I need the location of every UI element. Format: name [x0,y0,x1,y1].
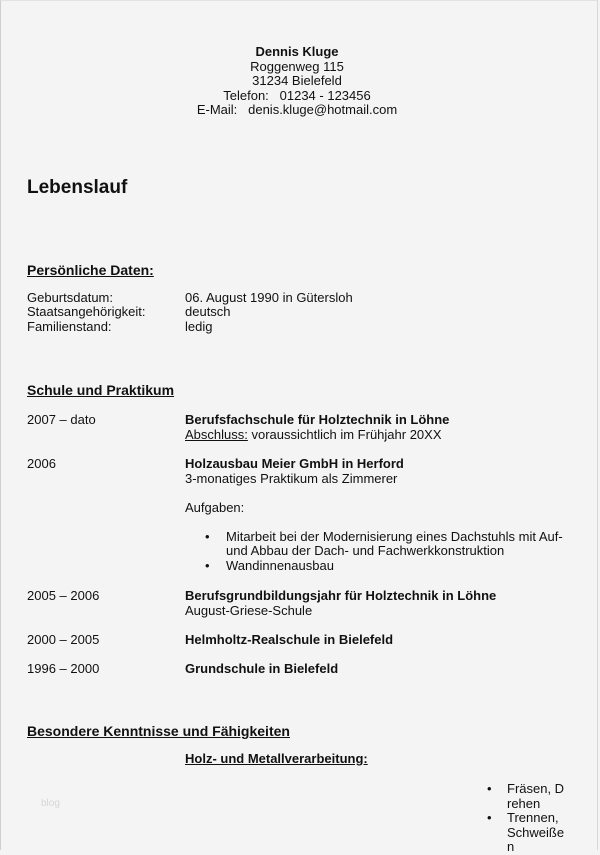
entry-title: Berufsfachschule für Holztechnik in Löhne [185,412,450,427]
email: E-Mail: denis.kluge@hotmail.com [196,102,398,117]
entry-title: Helmholtz-Realschule in Bielefeld [185,632,394,647]
period: 2005 – 2006 [27,588,100,603]
period: 2006 [27,456,56,471]
page-title: Lebenslauf [27,177,128,198]
task-item: • Wandinnenausbau [185,559,565,574]
task-item: • Mitarbeit bei der Modernisierung eines Dachstuhls mit Auf- und Abbau der Dach- und Fachwerkkonstruktion [185,530,565,559]
skill-item: • Trennen, Schweißen [487,811,567,855]
school-heading: Schule und Praktikum [27,382,175,398]
watermark: blog [41,798,60,809]
period: 2007 – dato [27,412,96,427]
applicant-name: Dennis Kluge [255,44,339,59]
row-label: Familienstand: [27,319,112,334]
sub-label: Abschluss: [185,426,248,442]
entry-sub: August-Griese-Schule [185,602,313,618]
row-value: ledig [185,319,213,334]
skills-subheading: Holz- und Metallverarbeitung: [185,751,368,766]
city: 31234 Bielefeld [252,73,342,88]
contact-header [1,45,593,118]
entry-title: Holzausbau Meier GmbH in Herford [185,456,404,471]
tasks-list [185,530,565,574]
entry-title: Grundschule in Bielefeld [185,661,339,676]
row-value: deutsch [185,304,231,319]
entry-sub: 3-monatiges Praktikum als Zimmerer [185,470,398,486]
row-label: Geburtsdatum: [27,290,113,305]
street: Roggenweg 115 [250,58,344,74]
row-value: 06. August 1990 in Gütersloh [185,290,353,305]
row-label: Staatsangehörigkeit: [27,304,146,319]
personal-heading: Persönliche Daten: [27,262,154,278]
phone: Telefon: 01234 - 123456 [223,87,371,103]
tasks-label: Aufgaben: [185,500,245,515]
period: 2000 – 2005 [27,632,100,647]
skill-item: • Fräsen, Drehen [487,782,567,811]
skills-heading: Besondere Kenntnisse und Fähigkeiten [27,723,290,739]
period: 1996 – 2000 [27,661,100,676]
skills-list [487,782,567,855]
entry-title: Berufsgrundbildungsjahr für Holztechnik in Löhne [185,588,497,603]
entry-sub: voraussichtlich im Frühjahr 20XX [247,426,442,442]
